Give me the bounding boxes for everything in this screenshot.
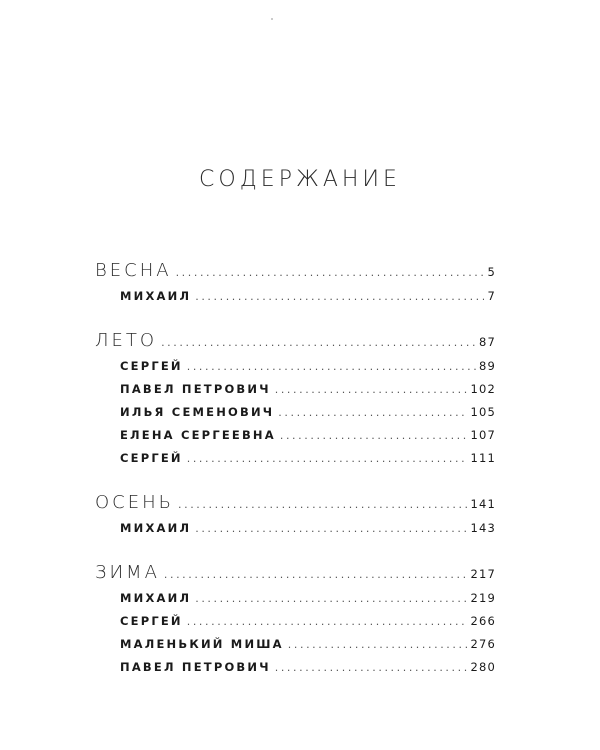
toc-part-entry[interactable] — [95, 562, 496, 591]
toc-chapter-entry[interactable] — [95, 614, 496, 637]
page-number: 105 — [470, 405, 496, 419]
chapter-title: ПАВЕЛ ПЕТРОВИЧ — [120, 382, 271, 396]
toc-chapter-entry[interactable] — [95, 289, 496, 312]
chapter-title: ИЛЬЯ СЕМЕНОВИЧ — [120, 405, 275, 419]
page-number: 89 — [478, 359, 496, 373]
chapter-title: МИХАИЛ — [120, 289, 192, 303]
chapter-title: ПАВЕЛ ПЕТРОВИЧ — [120, 660, 271, 674]
chapter-title: МИХАИЛ — [120, 591, 192, 605]
page-mark — [271, 18, 273, 20]
toc-part-entry[interactable] — [95, 330, 496, 359]
dot-leader — [195, 592, 467, 605]
page-number: 266 — [470, 614, 496, 628]
table-of-contents — [95, 260, 496, 701]
page-number: 219 — [470, 591, 496, 605]
page-number: 276 — [470, 637, 496, 651]
page-number: 87 — [478, 335, 496, 349]
dot-leader — [195, 522, 467, 535]
page-number: 107 — [470, 428, 496, 442]
dot-leader — [187, 615, 468, 628]
page-number: 141 — [470, 497, 496, 511]
dot-leader — [195, 290, 484, 303]
chapter-title: СЕРГЕЙ — [120, 359, 183, 373]
toc-part-entry[interactable] — [95, 492, 496, 521]
dot-leader — [275, 661, 468, 674]
page-number: 7 — [487, 289, 496, 303]
toc-part-entry[interactable] — [95, 260, 496, 289]
dot-leader — [288, 638, 468, 651]
dot-leader — [176, 266, 485, 279]
chapter-title: СЕРГЕЙ — [120, 614, 183, 628]
toc-section — [95, 330, 496, 474]
dot-leader — [161, 336, 476, 349]
page-number: 102 — [470, 382, 496, 396]
dot-leader — [187, 360, 476, 373]
dot-leader — [178, 498, 467, 511]
chapter-title: МИХАИЛ — [120, 521, 192, 535]
chapter-title: СЕРГЕЙ — [120, 451, 183, 465]
toc-section — [95, 492, 496, 544]
toc-chapter-entry[interactable] — [95, 451, 496, 474]
dot-leader — [278, 406, 467, 419]
page-number: 217 — [470, 567, 496, 581]
page-number: 111 — [470, 451, 496, 465]
page-number: 280 — [470, 660, 496, 674]
toc-chapter-entry[interactable] — [95, 637, 496, 660]
toc-chapter-entry[interactable] — [95, 591, 496, 614]
page-number: 5 — [487, 265, 496, 279]
part-title: ОСЕНЬ — [95, 492, 174, 513]
dot-leader — [280, 429, 468, 442]
toc-section — [95, 562, 496, 683]
dot-leader — [164, 568, 468, 581]
part-title: ЛЕТО — [95, 330, 158, 351]
dot-leader — [275, 383, 468, 396]
toc-chapter-entry[interactable] — [95, 359, 496, 382]
page-number: 143 — [470, 521, 496, 535]
part-title: ЗИМА — [95, 562, 160, 583]
chapter-title: ЕЛЕНА СЕРГЕЕВНА — [120, 428, 276, 442]
toc-chapter-entry[interactable] — [95, 382, 496, 405]
page-title: СОДЕРЖАНИЕ — [199, 167, 401, 192]
chapter-title: МАЛЕНЬКИЙ МИША — [120, 637, 284, 651]
toc-chapter-entry[interactable] — [95, 660, 496, 683]
toc-chapter-entry[interactable] — [95, 428, 496, 451]
toc-chapter-entry[interactable] — [95, 405, 496, 428]
part-title: ВЕСНА — [95, 260, 172, 281]
toc-section — [95, 260, 496, 312]
dot-leader — [187, 452, 468, 465]
toc-chapter-entry[interactable] — [95, 521, 496, 544]
